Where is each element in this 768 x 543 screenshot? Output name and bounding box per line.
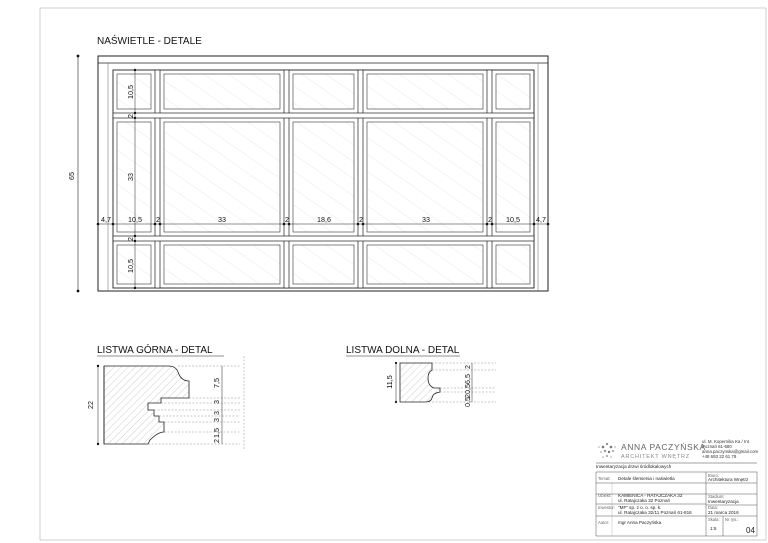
top-rail-profile [86, 356, 244, 450]
scale-value: 1:5 [710, 526, 717, 531]
logo-name: ANNA PACZYŃSKA [621, 442, 706, 452]
bottom-rail-dim-3: 2 [463, 394, 472, 398]
overall-height-label: 65 [67, 172, 76, 180]
dim-h-8: 2 [488, 215, 492, 224]
object-address: ul. Ratajczaka 32 Poznań [618, 498, 671, 503]
dim-v-3: 2 [126, 237, 135, 241]
dim-h-2: 2 [156, 215, 160, 224]
dim-v-2: 33 [126, 173, 135, 181]
top-rail-title: LISTWA GÓRNA - DETAL [97, 345, 213, 356]
main-title: NAŚWIETLE - DETALE [97, 36, 202, 47]
bottom-rail-dim-2: 0,5 [463, 384, 472, 394]
top-rail-height: 22 [86, 401, 95, 409]
logo-sub: ARCHITEKT WNĘTRZ [621, 454, 690, 460]
top-rail-dim-4: 1,5 [212, 428, 221, 438]
bottom-rail-profile [385, 362, 496, 407]
date-label: Data: [708, 505, 719, 510]
project-type: Inwentaryzacja drzwi śródlokalowych [596, 464, 672, 469]
bottom-rail-height: 11,5 [385, 375, 394, 389]
contact-line-1: Poznań 61-680 [702, 444, 732, 449]
overall-height-dimension [67, 55, 79, 293]
investor-label: Inwestor: [598, 505, 615, 510]
investor-name: "MF" sp. z o. o. sp. k. [618, 505, 662, 510]
object-name: KAMIENICA - RATAJCZAKA 32 [618, 493, 683, 498]
bottom-rail-title: LISTWA DOLNA - DETAL [346, 345, 460, 356]
subject-value: Detale ślemienia i naświetla [618, 476, 675, 481]
investor-address: ul. Ratajczaka 32/11 Poznań 61-816 [618, 510, 692, 515]
dim-h-5: 18,6 [317, 215, 331, 224]
author-label: Autor: [598, 520, 610, 525]
bottom-rail-dim-0: 2 [463, 365, 472, 369]
top-rail-dim-0: 7,5 [212, 378, 221, 388]
stage-label: Stadium: [708, 494, 725, 499]
contact-line-3: +48 693 22 61 79 [702, 454, 737, 459]
top-rail-dim-3: 3 [212, 418, 221, 422]
office-value: Architektura Wnętrz [708, 477, 749, 482]
dim-h-3: 33 [218, 215, 226, 224]
contact-line-0: ul. M. Kopernika Ka / Int [702, 439, 749, 444]
bottom-rail-dim-1: 6,5 [463, 374, 472, 384]
subject-label: Temat: [598, 476, 611, 481]
dim-h-7: 33 [422, 215, 430, 224]
dim-h-4: 2 [285, 215, 289, 224]
title-block [596, 439, 759, 536]
office-label: Biuro: [708, 473, 719, 478]
date-value: 21 marca 2016 [708, 510, 739, 515]
author-value: mgr Anna Paczyńska [618, 520, 662, 525]
object-label: Obiekt: [598, 493, 612, 498]
contact-line-2: anna.paczynska@gmail.com [702, 449, 759, 454]
stage-value: Inwentaryzacja [708, 499, 739, 504]
dim-h-0: 4,7 [101, 215, 111, 224]
transom-elevation [98, 56, 548, 291]
scale-label: Skala: [708, 517, 720, 522]
sheet-label: Nr rys.: [725, 517, 739, 522]
dim-h-9: 10,5 [506, 215, 520, 224]
sheet-number: 04 [746, 526, 755, 535]
dim-h-6: 2 [359, 215, 363, 224]
bottom-rail-dim-4: 0,5 [463, 397, 472, 407]
top-rail-dim-1: 3 [212, 400, 221, 404]
dim-v-1: 2 [126, 114, 135, 118]
top-rail-dim-2: 3 [212, 411, 221, 415]
dim-v-4: 10,5 [126, 259, 135, 273]
dim-h-10: 4,7 [536, 215, 546, 224]
top-rail-dim-5: 2 [212, 439, 221, 443]
dots-logo-icon [598, 443, 616, 458]
dim-v-0: 10,5 [126, 85, 135, 99]
dim-h-1: 10,5 [128, 215, 142, 224]
